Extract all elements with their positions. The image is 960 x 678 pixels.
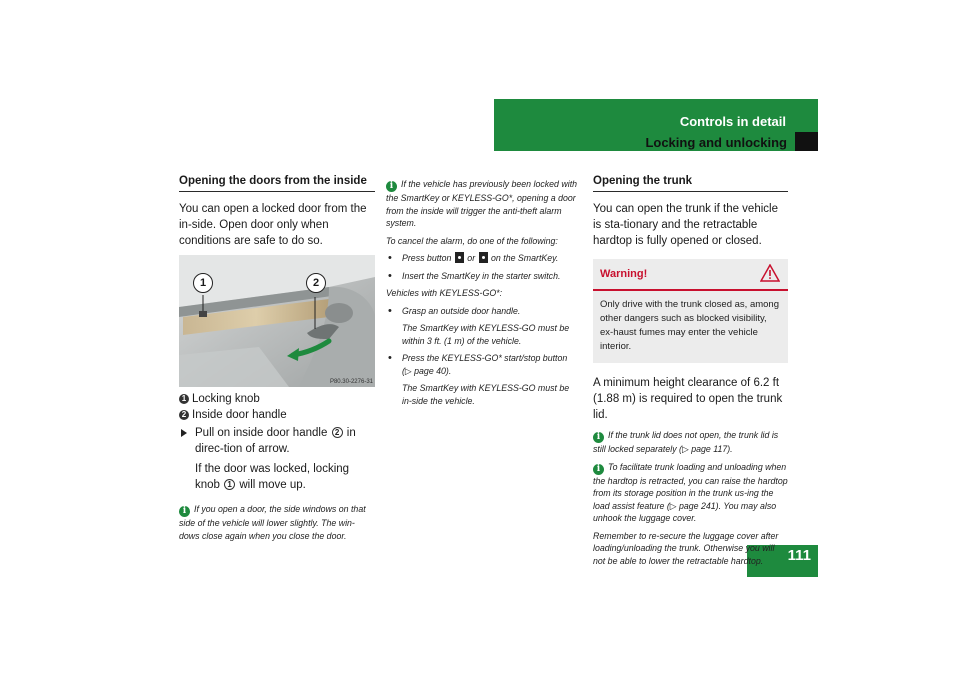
step-instruction: Pull on inside door handle 2 in direc-tion of arrow. — [179, 425, 375, 457]
door-interior-photo — [179, 255, 375, 387]
column-opening-doors — [179, 175, 375, 547]
warning-box — [593, 259, 788, 363]
smartkey-unlock-button-icon — [455, 252, 464, 263]
info-icon: i — [593, 464, 604, 475]
warning-header — [593, 259, 788, 291]
page-number: 111 — [787, 547, 811, 564]
callout-door-handle: 2 — [306, 273, 326, 293]
info-note: i If you open a door, the side windows on that side of the vehicle will lower slightly. The win-dows close again when you close the door. — [179, 504, 366, 541]
column-alarm-notes — [386, 178, 578, 412]
triangle-arrow-icon — [181, 429, 187, 437]
header-tab-marker — [795, 132, 818, 151]
alarm-intro-note: i If the vehicle has previously been locked with the SmartKey or KEYLESS-GO*, opening a door from the inside will trigger the anti-theft alarm system. — [386, 179, 578, 228]
number-badge: 1 — [224, 479, 235, 490]
note-load-assist: i To facilitate trunk loading and unloading when the hardtop is retracted, you can raise the hardtop from its storage position in the trunk us-ing the load assist feature (▷ page 241). You may also unhook the luggage cover. — [593, 461, 788, 523]
cancel-intro: To cancel the alarm, do one of the following: — [386, 235, 558, 246]
trunk-notes — [593, 429, 788, 567]
bullet-insert-key: • Insert the SmartKey in the starter switch. — [386, 270, 578, 283]
number-badge: 2 — [179, 410, 189, 420]
info-icon: i — [179, 506, 190, 517]
bullet-grasp-handle: • Grasp an outside door handle. — [386, 305, 578, 318]
bullet-press-start-stop: • Press the KEYLESS-GO* start/stop button (▷ page 40). — [386, 352, 578, 377]
bullet-press-button: • Press button or on the SmartKey. — [386, 252, 578, 265]
legend-label: Inside door handle — [192, 409, 287, 421]
warning-text: Only drive with the trunk closed as, among other dangers such as blocked visibility, ex-haust fumes may enter the vehicle interior. — [600, 299, 780, 352]
smartkey-lock-button-icon — [479, 252, 488, 263]
column-opening-trunk — [593, 175, 788, 572]
number-badge: 2 — [332, 427, 343, 438]
trunk-intro: You can open the trunk if the vehicle is sta-tionary and the retractable hardtop is fully opened or closed. — [593, 203, 778, 247]
warning-triangle-icon — [760, 264, 780, 282]
legend-item — [179, 391, 375, 407]
clearance-text: A minimum height clearance of 6.2 ft (1.88 m) is required to open the trunk lid. — [593, 377, 783, 421]
callout-locking-knob: 1 — [193, 273, 213, 293]
step-result: If the door was locked, locking knob 1 will move up. — [195, 463, 350, 491]
note-luggage-cover: Remember to re-secure the luggage cover after loading/unloading the trunk. Otherwise you will not be able to lower the retractable hardtop. — [593, 530, 779, 566]
info-icon: i — [386, 181, 397, 192]
photo-code: P80.30-2276-31 — [329, 379, 373, 385]
legend-label: Locking knob — [192, 393, 260, 405]
bullet-press-start-stop-detail: The SmartKey with KEYLESS-GO must be in-side the vehicle. — [402, 383, 570, 406]
keyless-intro: Vehicles with KEYLESS-GO*: — [386, 288, 503, 298]
number-badge: 1 — [179, 394, 189, 404]
bullet-grasp-handle-detail: The SmartKey with KEYLESS-GO must be within 3 ft. (1 m) of the vehicle. — [402, 323, 570, 346]
chapter-title: Controls in detail — [679, 114, 786, 129]
legend-item — [179, 407, 375, 423]
heading-opening-doors: Opening the doors from the inside — [179, 175, 375, 192]
heading-opening-trunk: Opening the trunk — [593, 175, 788, 192]
warning-title: Warning! — [600, 268, 648, 280]
section-title: Locking and unlocking — [645, 135, 787, 150]
note-trunk-locked: i If the trunk lid does not open, the trunk lid is still locked separately (▷ page 117). — [593, 430, 779, 454]
info-icon: i — [593, 432, 604, 443]
intro-text: You can open a locked door from the in-side. Open door only when conditions are safe to do so. — [179, 203, 367, 247]
